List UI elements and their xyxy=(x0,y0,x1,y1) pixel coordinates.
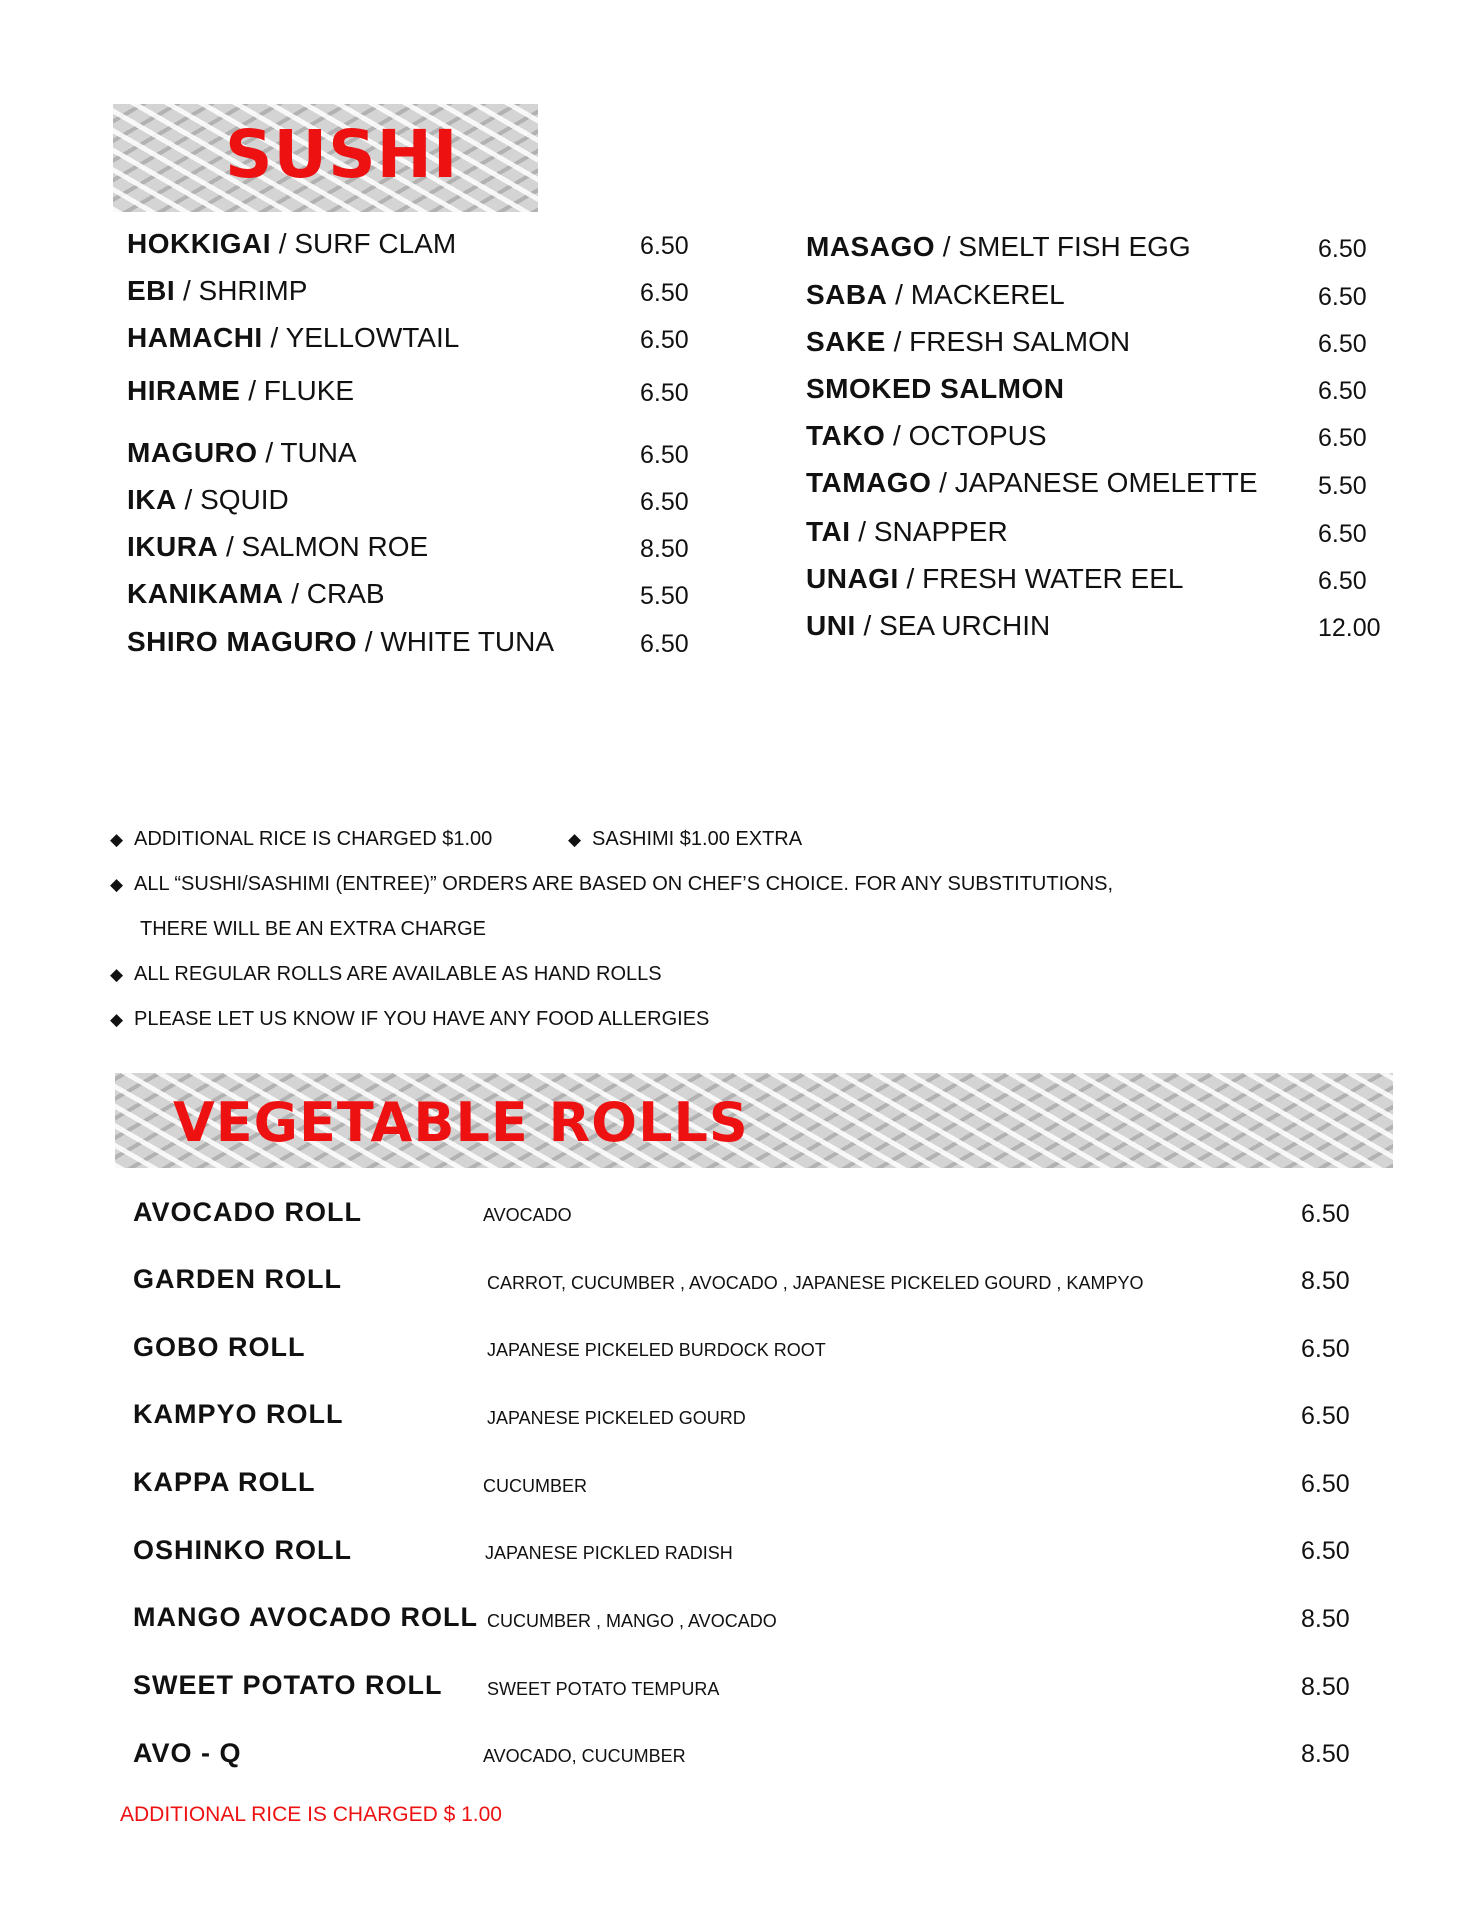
menu-item: SABA / MACKEREL xyxy=(806,279,1065,310)
item-price: 6.50 xyxy=(640,441,689,469)
veg-item-name: SWEET POTATO ROLL xyxy=(133,1670,443,1700)
note-allergies: ◆ PLEASE LET US KNOW IF YOU HAVE ANY FOOD ALLERGIES xyxy=(110,1008,710,1030)
veg-title: VEGETABLE ROLLS xyxy=(173,1091,749,1154)
veg-item-price: 8.50 xyxy=(1301,1267,1350,1295)
veg-item-desc: AVOCADO, CUCUMBER xyxy=(483,1746,686,1766)
item-desc: FRESH SALMON xyxy=(909,326,1131,357)
veg-item-price: 6.50 xyxy=(1301,1335,1350,1363)
item-name: SMOKED SALMON xyxy=(806,373,1065,404)
item-desc: SMELT FISH EGG xyxy=(958,231,1191,262)
veg-item-name: AVO - Q xyxy=(133,1738,242,1768)
diamond-bullet-icon: ◆ xyxy=(110,875,124,894)
menu-item: MASAGO / SMELT FISH EGG xyxy=(806,231,1191,262)
veg-item-desc: AVOCADO xyxy=(483,1205,572,1225)
veg-item-price: 6.50 xyxy=(1301,1537,1350,1565)
item-price: 5.50 xyxy=(1318,472,1367,500)
item-price: 6.50 xyxy=(640,279,689,307)
item-price: 6.50 xyxy=(1318,377,1367,405)
sushi-banner xyxy=(113,104,538,212)
diamond-bullet-icon: ◆ xyxy=(110,1010,124,1029)
item-desc: SEA URCHIN xyxy=(879,610,1051,641)
item-desc: YELLOWTAIL xyxy=(285,322,460,353)
item-price: 6.50 xyxy=(640,326,689,354)
item-name: HIRAME xyxy=(127,375,241,406)
item-name: UNI xyxy=(806,610,856,641)
item-price: 5.50 xyxy=(640,582,689,610)
veg-item-price: 6.50 xyxy=(1301,1470,1350,1498)
sushi-title: SUSHI xyxy=(225,116,459,193)
item-name: EBI xyxy=(127,275,176,306)
item-name: TAKO xyxy=(806,420,886,451)
footer-rice-note: ADDITIONAL RICE IS CHARGED $ 1.00 xyxy=(120,1803,502,1826)
note-hand-rolls: ◆ ALL REGULAR ROLLS ARE AVAILABLE AS HAND ROLLS xyxy=(110,963,662,985)
veg-item-name: MANGO AVOCADO ROLL xyxy=(133,1602,478,1632)
note-chefs-choice-cont: THERE WILL BE AN EXTRA CHARGE xyxy=(140,918,487,940)
item-name: MAGURO xyxy=(127,437,258,468)
item-desc: MACKEREL xyxy=(910,279,1065,310)
item-price: 12.00 xyxy=(1318,614,1381,642)
menu-item: UNI / SEA URCHIN xyxy=(806,610,1051,641)
item-price: 6.50 xyxy=(640,630,689,658)
item-name: MASAGO xyxy=(806,231,935,262)
menu-item: IKURA / SALMON ROE xyxy=(127,531,429,562)
item-desc: SQUID xyxy=(200,484,289,515)
menu-item: HOKKIGAI / SURF CLAM xyxy=(127,228,457,259)
veg-item-desc: JAPANESE PICKELED BURDOCK ROOT xyxy=(487,1340,826,1360)
item-desc: WHITE TUNA xyxy=(380,626,555,657)
item-desc: FLUKE xyxy=(263,375,355,406)
item-name: KANIKAMA xyxy=(127,578,284,609)
menu-item: HAMACHI / YELLOWTAIL xyxy=(127,322,460,353)
item-name: TAI xyxy=(806,516,851,547)
item-name: SABA xyxy=(806,279,888,310)
menu-item: SAKE / FRESH SALMON xyxy=(806,326,1131,357)
item-desc: SALMON ROE xyxy=(241,531,429,562)
menu-item: TAKO / OCTOPUS xyxy=(806,420,1047,451)
item-price: 8.50 xyxy=(640,535,689,563)
item-price: 6.50 xyxy=(1318,424,1367,452)
menu-item: MAGURO / TUNA xyxy=(127,437,357,468)
item-desc: CRAB xyxy=(306,578,385,609)
diamond-bullet-icon: ◆ xyxy=(110,965,124,984)
veg-item-name: AVOCADO ROLL xyxy=(133,1197,362,1227)
menu-item: TAMAGO / JAPANESE OMELETTE xyxy=(806,467,1258,498)
note-sashimi: ◆ SASHIMI $1.00 EXTRA xyxy=(568,828,803,850)
veg-item-name: OSHINKO ROLL xyxy=(133,1535,352,1565)
menu-item: KANIKAMA / CRAB xyxy=(127,578,385,609)
menu-item xyxy=(806,373,1065,405)
item-name: HOKKIGAI xyxy=(127,228,271,259)
menu-item: HIRAME / FLUKE xyxy=(127,375,355,406)
veg-item-desc: CUCUMBER xyxy=(483,1476,588,1496)
item-name: TAMAGO xyxy=(806,467,932,498)
menu-item: EBI / SHRIMP xyxy=(127,275,308,306)
item-desc: SURF CLAM xyxy=(294,228,457,259)
veg-item-desc: CUCUMBER , MANGO , AVOCADO xyxy=(487,1611,777,1631)
item-name: SHIRO MAGURO xyxy=(127,626,357,657)
menu-item: IKA / SQUID xyxy=(127,484,289,515)
item-desc: SHRIMP xyxy=(198,275,308,306)
item-price: 6.50 xyxy=(1318,283,1367,311)
item-name: HAMACHI xyxy=(127,322,263,353)
veg-item-price: 8.50 xyxy=(1301,1740,1350,1768)
item-price: 6.50 xyxy=(1318,567,1367,595)
note-rice: ◆ ADDITIONAL RICE IS CHARGED $1.00 xyxy=(110,828,493,850)
veg-item-price: 6.50 xyxy=(1301,1200,1350,1228)
veg-item-desc: CARROT, CUCUMBER , AVOCADO , JAPANESE PICKELED GOURD , KAMPYO xyxy=(487,1273,1144,1293)
item-price: 6.50 xyxy=(1318,330,1367,358)
veg-item-desc: SWEET POTATO TEMPURA xyxy=(487,1679,720,1699)
diamond-bullet-icon: ◆ xyxy=(568,830,582,849)
menu-item: TAI / SNAPPER xyxy=(806,516,1008,547)
veg-item-name: GOBO ROLL xyxy=(133,1332,306,1362)
item-price: 6.50 xyxy=(640,232,689,260)
item-desc: SNAPPER xyxy=(873,516,1008,547)
item-price: 6.50 xyxy=(1318,235,1367,263)
veg-item-name: GARDEN ROLL xyxy=(133,1264,342,1294)
item-desc: TUNA xyxy=(280,437,357,468)
veg-item-desc: JAPANESE PICKELED GOURD xyxy=(487,1408,746,1428)
menu-item: SHIRO MAGURO / WHITE TUNA xyxy=(127,626,555,657)
item-name: SAKE xyxy=(806,326,886,357)
note-chefs-choice: ◆ ALL “SUSHI/SASHIMI (ENTREE)” ORDERS ARE BASED ON CHEF’S CHOICE. FOR ANY SUBSTITUTIONS, xyxy=(110,873,1114,895)
veg-item-price: 8.50 xyxy=(1301,1605,1350,1633)
item-desc: FRESH WATER EEL xyxy=(922,563,1184,594)
veg-item-price: 6.50 xyxy=(1301,1402,1350,1430)
diamond-bullet-icon: ◆ xyxy=(110,830,124,849)
item-name: UNAGI xyxy=(806,563,899,594)
menu-item: UNAGI / FRESH WATER EEL xyxy=(806,563,1184,594)
item-desc: JAPANESE OMELETTE xyxy=(954,467,1258,498)
veg-banner xyxy=(115,1073,1393,1168)
item-desc: OCTOPUS xyxy=(908,420,1047,451)
veg-item-desc: JAPANESE PICKLED RADISH xyxy=(485,1543,733,1563)
veg-item-name: KAMPYO ROLL xyxy=(133,1399,344,1429)
item-name: IKA xyxy=(127,484,177,515)
veg-item-name: KAPPA ROLL xyxy=(133,1467,316,1497)
item-price: 6.50 xyxy=(640,488,689,516)
item-name: IKURA xyxy=(127,531,219,562)
item-price: 6.50 xyxy=(1318,520,1367,548)
item-price: 6.50 xyxy=(640,379,689,407)
veg-item-price: 8.50 xyxy=(1301,1673,1350,1701)
